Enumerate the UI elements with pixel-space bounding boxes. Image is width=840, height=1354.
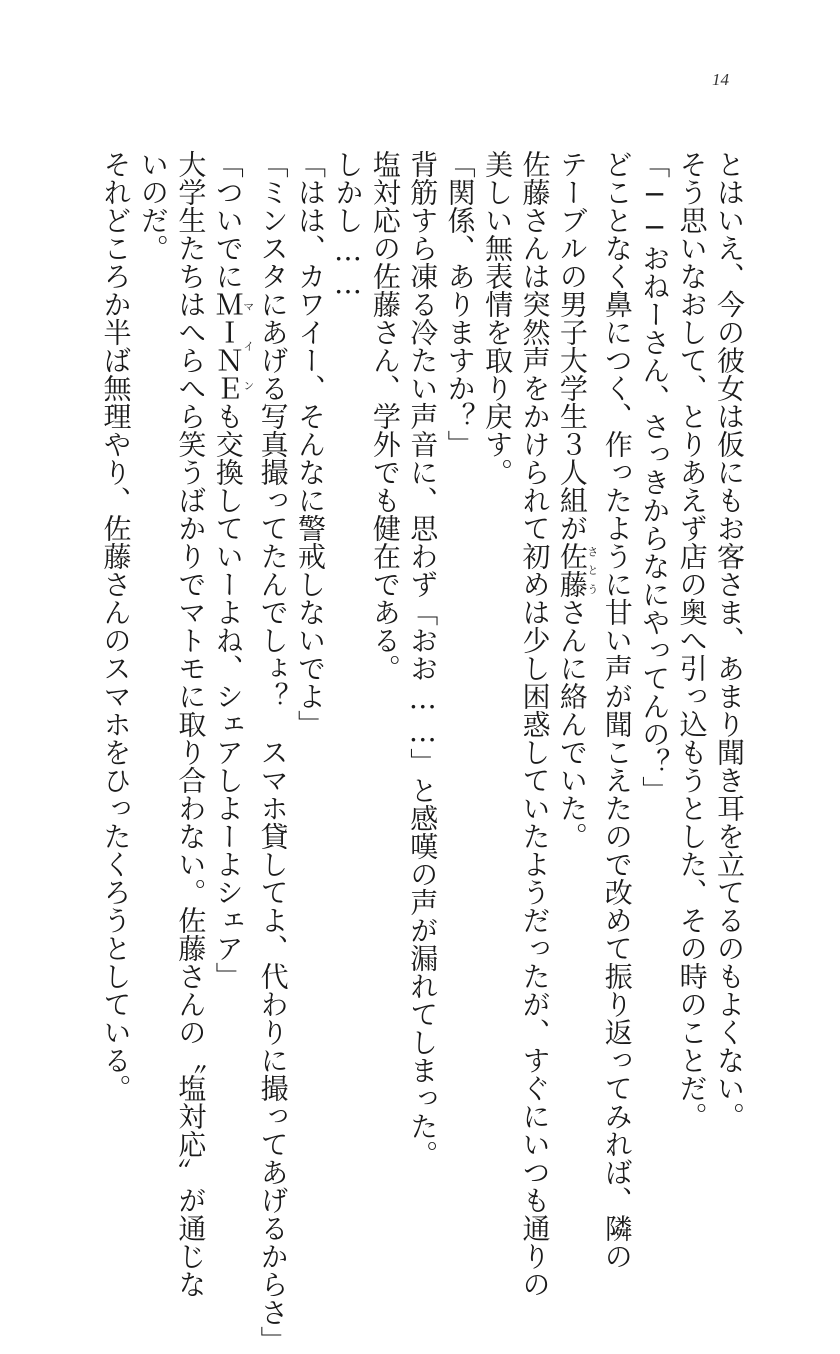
text-line-1: とはいえ、今の彼女は仮にもお客さま、あまり聞き耳を立てるのもよくない。 <box>713 150 746 1130</box>
body-text <box>97 150 748 1354</box>
text-line-15: 大学生たちはへらへら笑うばかりでマトモに取り合わない。佐藤さんの〝塩対応〟が通じな <box>174 150 208 1298</box>
text-line-5: テーブルの男子大学生３人組が佐藤さとうさんに絡んでいた。 <box>555 150 599 850</box>
text-line-16: いのだ。 <box>136 150 170 262</box>
text-line-9: 背筋すら凍る冷たい声音に、思わず「おお……」と感嘆の声が漏れてしまった。 <box>406 150 440 1168</box>
text-line-4: どことなく鼻につく、作ったように甘い声が聞こえたので改めて振り返ってみれば、隣の <box>600 150 634 1270</box>
text-line-10: 塩対応の佐藤さん、学外でも健在である。 <box>368 150 402 682</box>
text-line-13: 「ミンスタにあげる写真撮ってたんでしょ？ スマホ貸してよ、代わりに撮ってあげるからさ」 <box>256 150 290 1354</box>
text-line-3: 「──おねーさん、さっきからなにやってんの？」 <box>638 150 672 804</box>
text-line-6: 佐藤さんは突然声をかけられて初めは少し困惑していたようだったが、すぐにいつも通りの <box>518 150 552 1298</box>
text-line-2: そう思いなおして、とりあえず店の奥へ引っ込もうとした、その時のことだ。 <box>675 150 709 1130</box>
ruby-annotation: 佐藤さとう <box>555 542 599 598</box>
text-line-7: 美しい無表情を取り戻す。 <box>481 150 515 486</box>
page-number: 14 <box>712 70 729 89</box>
text-line-12: 「はは、カワイー、そんなに警戒しないでよ」 <box>294 150 328 738</box>
text-line-11: しかし…… <box>331 150 365 300</box>
text-line-8: 「関係、ありますか？」 <box>443 150 477 458</box>
ruby-annotation: ＭＩＮＥマイン <box>211 290 255 402</box>
text-line-17: それどころか半ば無理やり、佐藤さんのスマホをひったくろうとしている。 <box>99 150 133 1102</box>
text-line-14: 「ついでにＭＩＮＥマインも交換していーよね、シェアしよーよシェア」 <box>211 150 255 990</box>
